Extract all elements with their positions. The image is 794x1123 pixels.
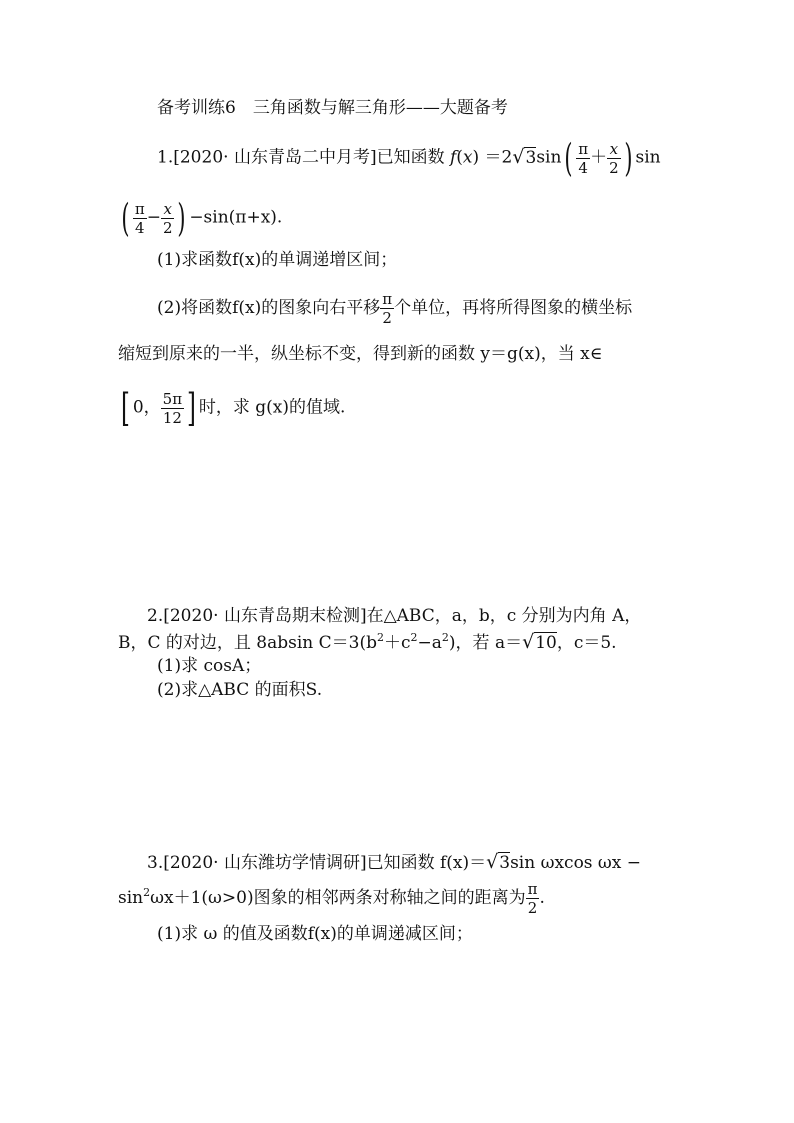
problem-1-part-2-cont: 缩短到原来的一半，纵坐标不变，得到新的函数 y＝g(x)，当 x∈ xyxy=(118,344,603,364)
problem-2-part-2: (2)求△ABC 的面积S. xyxy=(157,680,323,700)
problem-1-stem: 1.[2020· 山东青岛二中月考]已知函数 f(x) ＝2√3sin( $\frac{\pi}{4}$ ＋ $\frac{x}{2}$ ) sin xyxy=(157,136,661,180)
problem-3-stem: 3.[2020· 山东潍坊学情调研]已知函数 f(x)＝√3sin ωxcos ωx − xyxy=(147,851,642,873)
problem-2-stem: 2.[2020· 山东青岛期末检测]在△ABC，a，b，c 分别为内角 A， xyxy=(147,606,642,626)
problem-1-source: [2020· 山东青岛二中月考] xyxy=(173,147,377,168)
problem-1-part-2: (2)将函数f(x)的图象向右平移 $\frac{\pi}{2}$ 个单位，再将所得图象的横坐标 xyxy=(157,290,633,327)
fraction-x-over-2-b: $\frac{x}{2}$ xyxy=(162,199,173,237)
problem-3-stem-cont: $\sin^2\omega x+1(\omega>0)$图象的相邻两条对称轴之间的距离为 $\frac{\pi}{2}$ . xyxy=(118,880,545,917)
problem-1-part-2-interval: [ 0， $\frac{5\pi}{12}$ ] 时，求 g(x)的值域. xyxy=(120,386,346,430)
fraction-pi-over-2: $\frac{\pi}{2}$ xyxy=(382,290,393,327)
problem-3-part-1: (1)求 ω 的值及函数f(x)的单调递减区间； xyxy=(157,924,473,944)
page-title: 备考训练6 三角函数与解三角形——大题备考 xyxy=(157,98,508,118)
problem-1-stem-cont: ( $\frac{\pi}{4}$ − $\frac{x}{2}$ ) −sin(π+x). xyxy=(121,196,283,240)
problem-1-number: 1. xyxy=(157,147,174,168)
problem-2-source: [2020· 山东青岛期末检测] xyxy=(163,606,367,626)
problem-3-source: [2020· 山东潍坊学情调研] xyxy=(163,853,367,873)
fraction-pi-over-2-b: $\frac{\pi}{2}$ xyxy=(527,880,538,917)
problem-1-part-1: (1)求函数f(x)的单调递增区间； xyxy=(157,250,398,270)
problem-2-number: 2. xyxy=(147,606,164,626)
problem-3-number: 3. xyxy=(147,853,164,873)
problem-2-stem-cont: B，C 的对边，且 8absin $C=3(b^2+c^2-a^2)$，若 a＝√10，c＝5. xyxy=(118,631,617,653)
problem-1-lead: 已知函数 xyxy=(376,147,445,168)
problem-1-stem-end: −sin(π+x). xyxy=(189,207,283,228)
fraction-pi-over-4-b: $\frac{\pi}{4}$ xyxy=(134,199,145,237)
fraction-x-over-2: $\frac{x}{2}$ xyxy=(609,139,619,177)
fraction-pi-over-4: $\frac{\pi}{4}$ xyxy=(578,139,589,177)
problem-2-part-1: (1)求 cosA； xyxy=(157,656,262,676)
fraction-5pi-over-12: $\frac{5\pi}{12}$ xyxy=(162,389,183,427)
